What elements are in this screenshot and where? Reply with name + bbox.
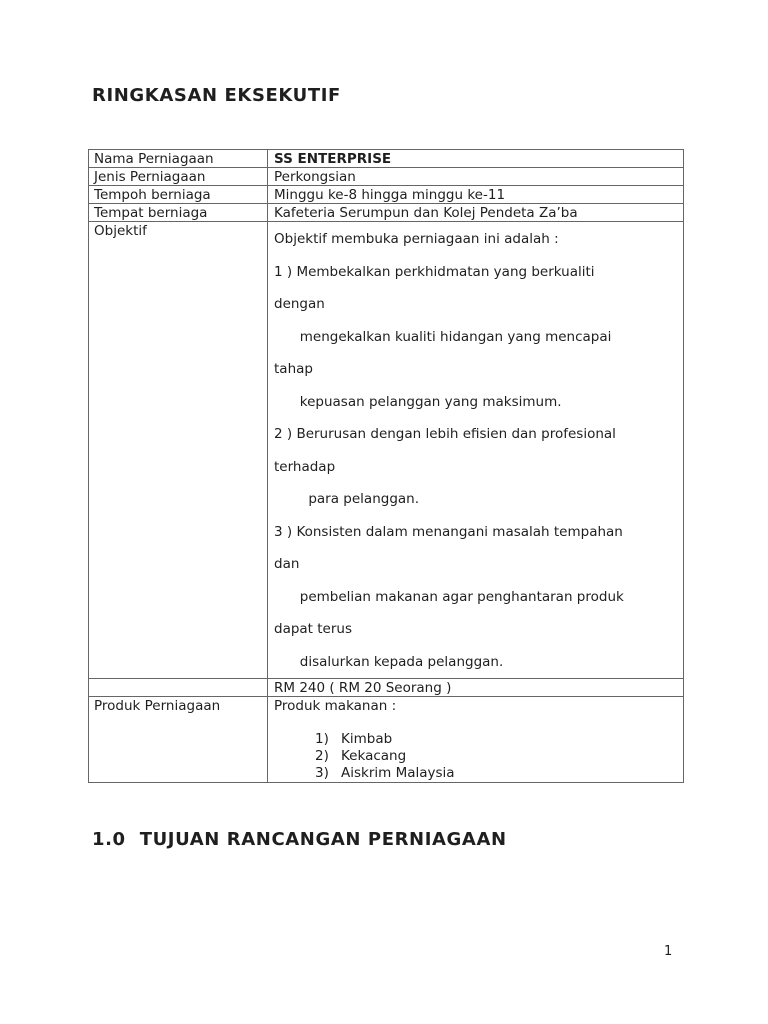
row-value-jenis-perniagaan: Perkongsian	[268, 168, 684, 186]
objektif-line: disalurkan kepada pelanggan.	[274, 653, 504, 670]
section-heading	[92, 829, 507, 850]
objektif-line: dengan	[274, 296, 325, 312]
section-number: 1.0	[92, 829, 126, 850]
produk-item	[274, 731, 678, 748]
row-label-tempoh-berniaga: Tempoh berniaga	[89, 186, 268, 204]
objektif-line: Objektif membuka perniagaan ini adalah :	[274, 231, 559, 247]
section-title: TUJUAN RANCANGAN PERNIAGAAN	[139, 829, 507, 850]
executive-summary-table	[88, 149, 684, 783]
row-value-tempat-berniaga: Kafeteria Serumpun dan Kolej Pendeta Za’ba	[268, 204, 684, 222]
produk-item	[274, 748, 678, 765]
produk-item-number: 1)	[315, 731, 329, 747]
produk-item-number: 2)	[315, 748, 329, 764]
produk-item	[274, 765, 678, 782]
table-row	[89, 204, 684, 222]
row-label-tempat-berniaga: Tempat berniaga	[89, 204, 268, 222]
produk-item-text: Kekacang	[341, 748, 407, 764]
row-label-jenis-perniagaan: Jenis Perniagaan	[89, 168, 268, 186]
page-title: RINGKASAN EKSEKUTIF	[92, 85, 341, 106]
row-value-modal: RM 240 ( RM 20 Seorang )	[268, 679, 684, 697]
row-label-objektif: Objektif	[89, 222, 268, 679]
objektif-line: mengekalkan kualiti hidangan yang mencapai	[274, 328, 612, 345]
table-row	[89, 186, 684, 204]
table-row	[89, 150, 684, 168]
row-label-empty	[89, 679, 268, 697]
objektif-line: tahap	[274, 361, 313, 377]
produk-header: Produk makanan :	[274, 698, 397, 714]
produk-item-text: Aiskrim Malaysia	[341, 765, 455, 781]
objektif-line: para pelanggan.	[274, 491, 420, 507]
page-number: 1	[664, 944, 673, 959]
objektif-line: dan	[274, 556, 300, 572]
objektif-line: terhadap	[274, 458, 336, 475]
table-row-produk	[89, 697, 684, 783]
row-value-produk	[268, 697, 684, 783]
row-value-objektif	[268, 222, 684, 679]
table-row	[89, 168, 684, 186]
table-row-objektif	[89, 222, 684, 679]
table-row-modal	[89, 679, 684, 697]
objektif-line: 2 ) Berurusan dengan lebih efisien dan profesional	[274, 426, 616, 442]
produk-spacer	[274, 715, 678, 731]
objektif-line: 3 ) Konsisten dalam menangani masalah tempahan	[274, 523, 623, 540]
produk-item-text: Kimbab	[341, 731, 393, 747]
row-value-tempoh-berniaga: Minggu ke-8 hingga minggu ke-11	[268, 186, 684, 204]
row-value-nama-perniagaan: SS ENTERPRISE	[268, 150, 684, 168]
objektif-line: kepuasan pelanggan yang maksimum.	[274, 393, 562, 410]
objektif-line: 1 ) Membekalkan perkhidmatan yang berkualiti	[274, 263, 595, 280]
row-label-produk-perniagaan: Produk Perniagaan	[89, 697, 268, 783]
objektif-line: pembelian makanan agar penghantaran produk	[274, 588, 624, 605]
produk-item-number: 3)	[315, 765, 329, 781]
row-label-nama-perniagaan: Nama Perniagaan	[89, 150, 268, 168]
objektif-line: dapat terus	[274, 621, 353, 637]
